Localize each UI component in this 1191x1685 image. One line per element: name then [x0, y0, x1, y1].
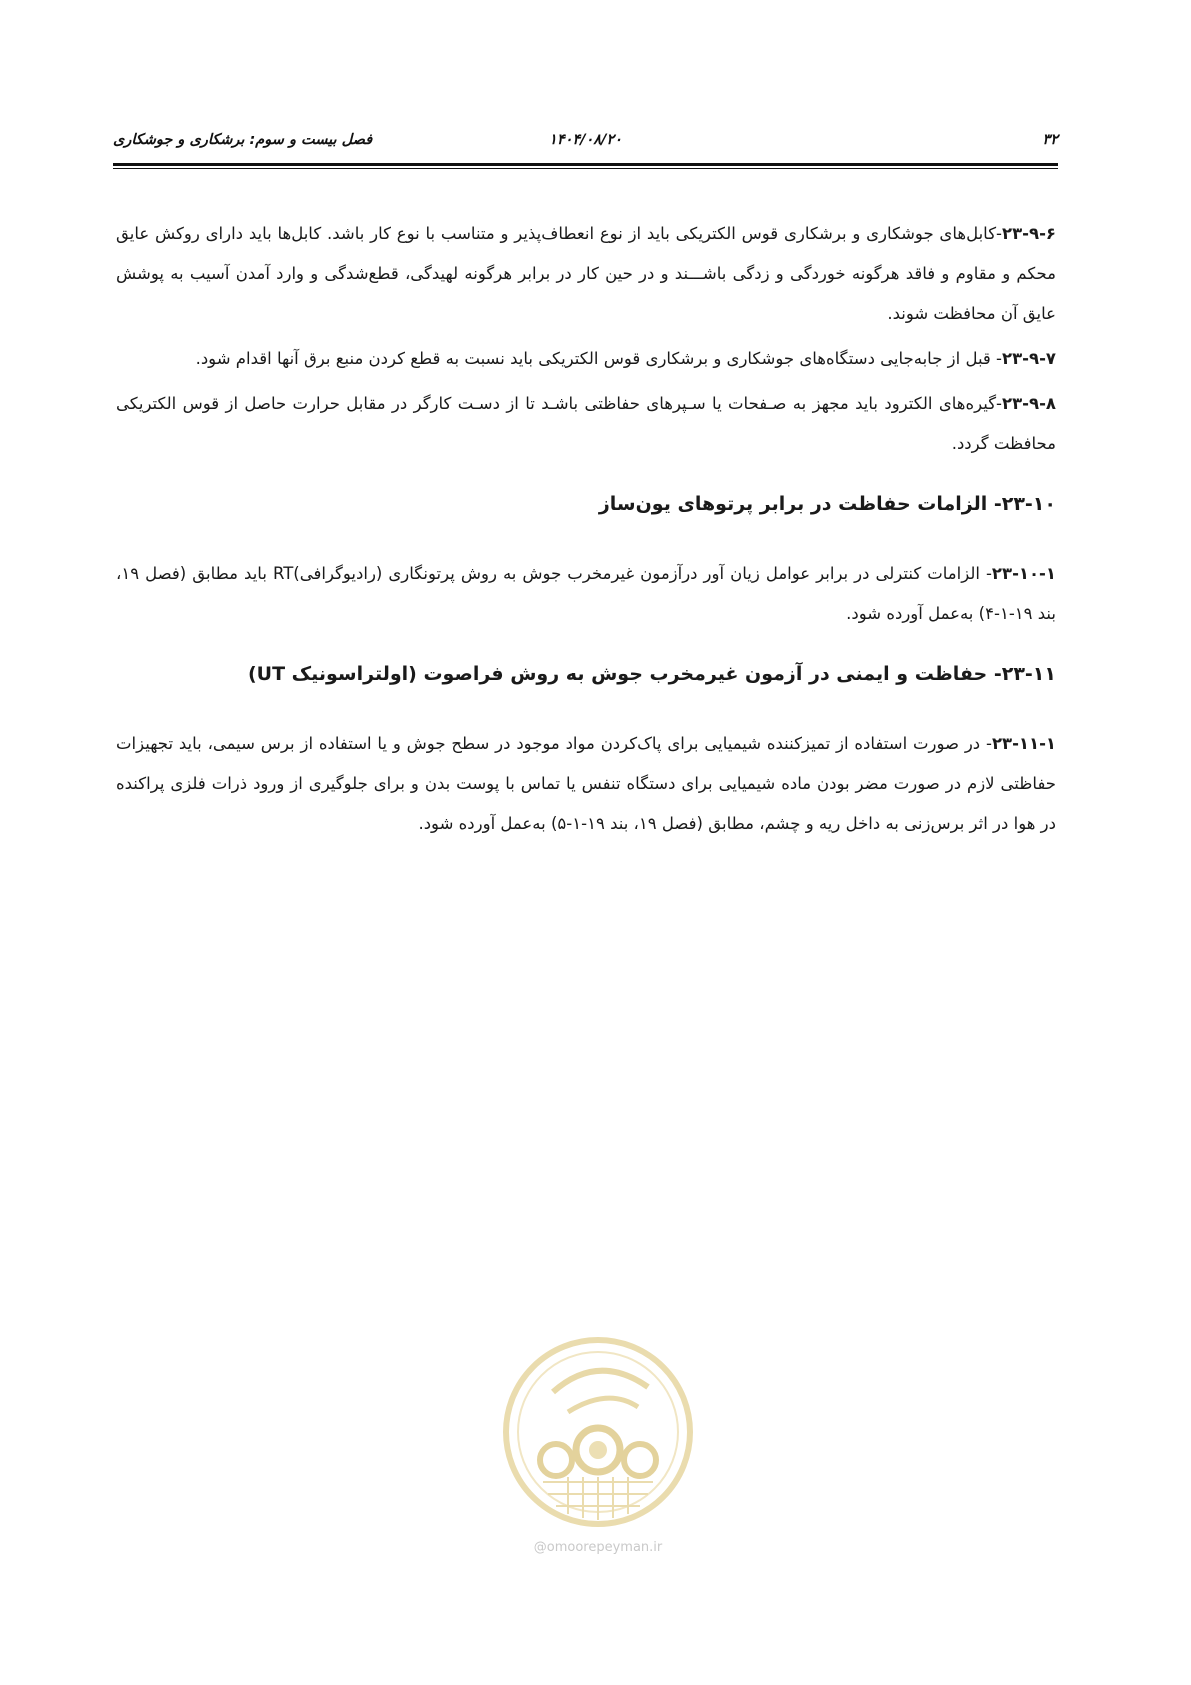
document-body: [116, 214, 1056, 849]
paragraph-23-10-1: [116, 554, 1056, 634]
watermark-logo-icon: [498, 1332, 698, 1532]
header-date: ۱۴۰۴/۰۸/۲۰: [549, 132, 622, 148]
page-header: [113, 130, 1058, 160]
clause-text: -گیره‌های الکترود باید مجهز به صـفحات یا سـپرهای حفاظتی باشـد تا از دسـت کارگر در مقابل حرارت حاصل از قوس الکتریکی محافظت گردد.: [116, 394, 1056, 453]
clause-number: ۲۳-۹-۷: [1002, 349, 1056, 368]
paragraph-23-11-1: [116, 724, 1056, 844]
page-number: ۳۲: [1042, 132, 1058, 148]
clause-number: ۲۳-۹-۸: [1002, 394, 1056, 413]
section-heading-23-11: ۲۳-۱۱- حفاظت و ایمنی در آزمون غیرمخرب جوش به روش فراصوت (اولتراسونیک UT): [247, 663, 1056, 685]
paragraph-23-9-8: [116, 384, 1056, 464]
clause-text: - در صورت استفاده از تمیزکننده شیمیایی برای پاک‌کردن مواد موجود در سطح جوش و یا استفاده از برس سیمی، باید تجهیزات حفاظتی لازم در صورت مضر بودن ماده شیمیایی برای دستگاه تنفس یا تماس با پوست بدن و برای جلوگیری از ورود ذرات فلزی پراکنده در هوا در اثر برس‌زنی به داخل ریه و چشم، مطابق (فصل ۱۹، بند ۱۹-۱-۵) به‌عمل آورده شود.: [116, 734, 1056, 833]
chapter-title: فصل بیست و سوم: برشکاری و جوشکاری: [113, 132, 373, 148]
clause-text: -کابل‌های جوشکاری و برشکاری قوس الکتریکی باید از نوع انعطاف‌پذیر و متناسب با نوع کار باشد. کابل‌ها باید دارای روکش عایق محکم و مقاوم و فاقد هرگونه خوردگی و زدگی باشـــند و در حین کار در برابر هرگونه لهیدگی، قطع‌شدگی و وارد آمدن آسیب به پوشش عایق آن محافظت شوند.: [116, 224, 1056, 323]
clause-number: ۲۳-۱۰-۱: [991, 564, 1056, 583]
watermark-site: @omoorepeyman.ir: [533, 1540, 663, 1555]
clause-number: ۲۳-۱۱-۱: [991, 734, 1056, 753]
paragraph-23-9-7: [116, 339, 1056, 379]
header-rule-thin: [113, 168, 1058, 169]
paragraph-23-9-6: [116, 214, 1056, 334]
clause-text: - الزامات کنترلی در برابر عوامل زیان آور درآزمون غیرمخرب جوش به روش پرتونگاری (رادیوگرافی)RT باید مطابق (فصل ۱۹، بند ۱۹-۱-۴) به‌عمل آورده شود.: [116, 564, 1056, 623]
section-heading-23-10: ۲۳-۱۰- الزامات حفاظت در برابر پرتوهای یون‌ساز: [598, 493, 1056, 515]
header-rule-thick: [113, 163, 1058, 166]
clause-number: ۲۳-۹-۶: [1002, 224, 1056, 243]
clause-text: - قبل از جابه‌جایی دستگاه‌های جوشکاری و برشکاری قوس الکتریکی باید نسبت به قطع کردن منبع برق آنها اقدام شود.: [195, 349, 1003, 368]
